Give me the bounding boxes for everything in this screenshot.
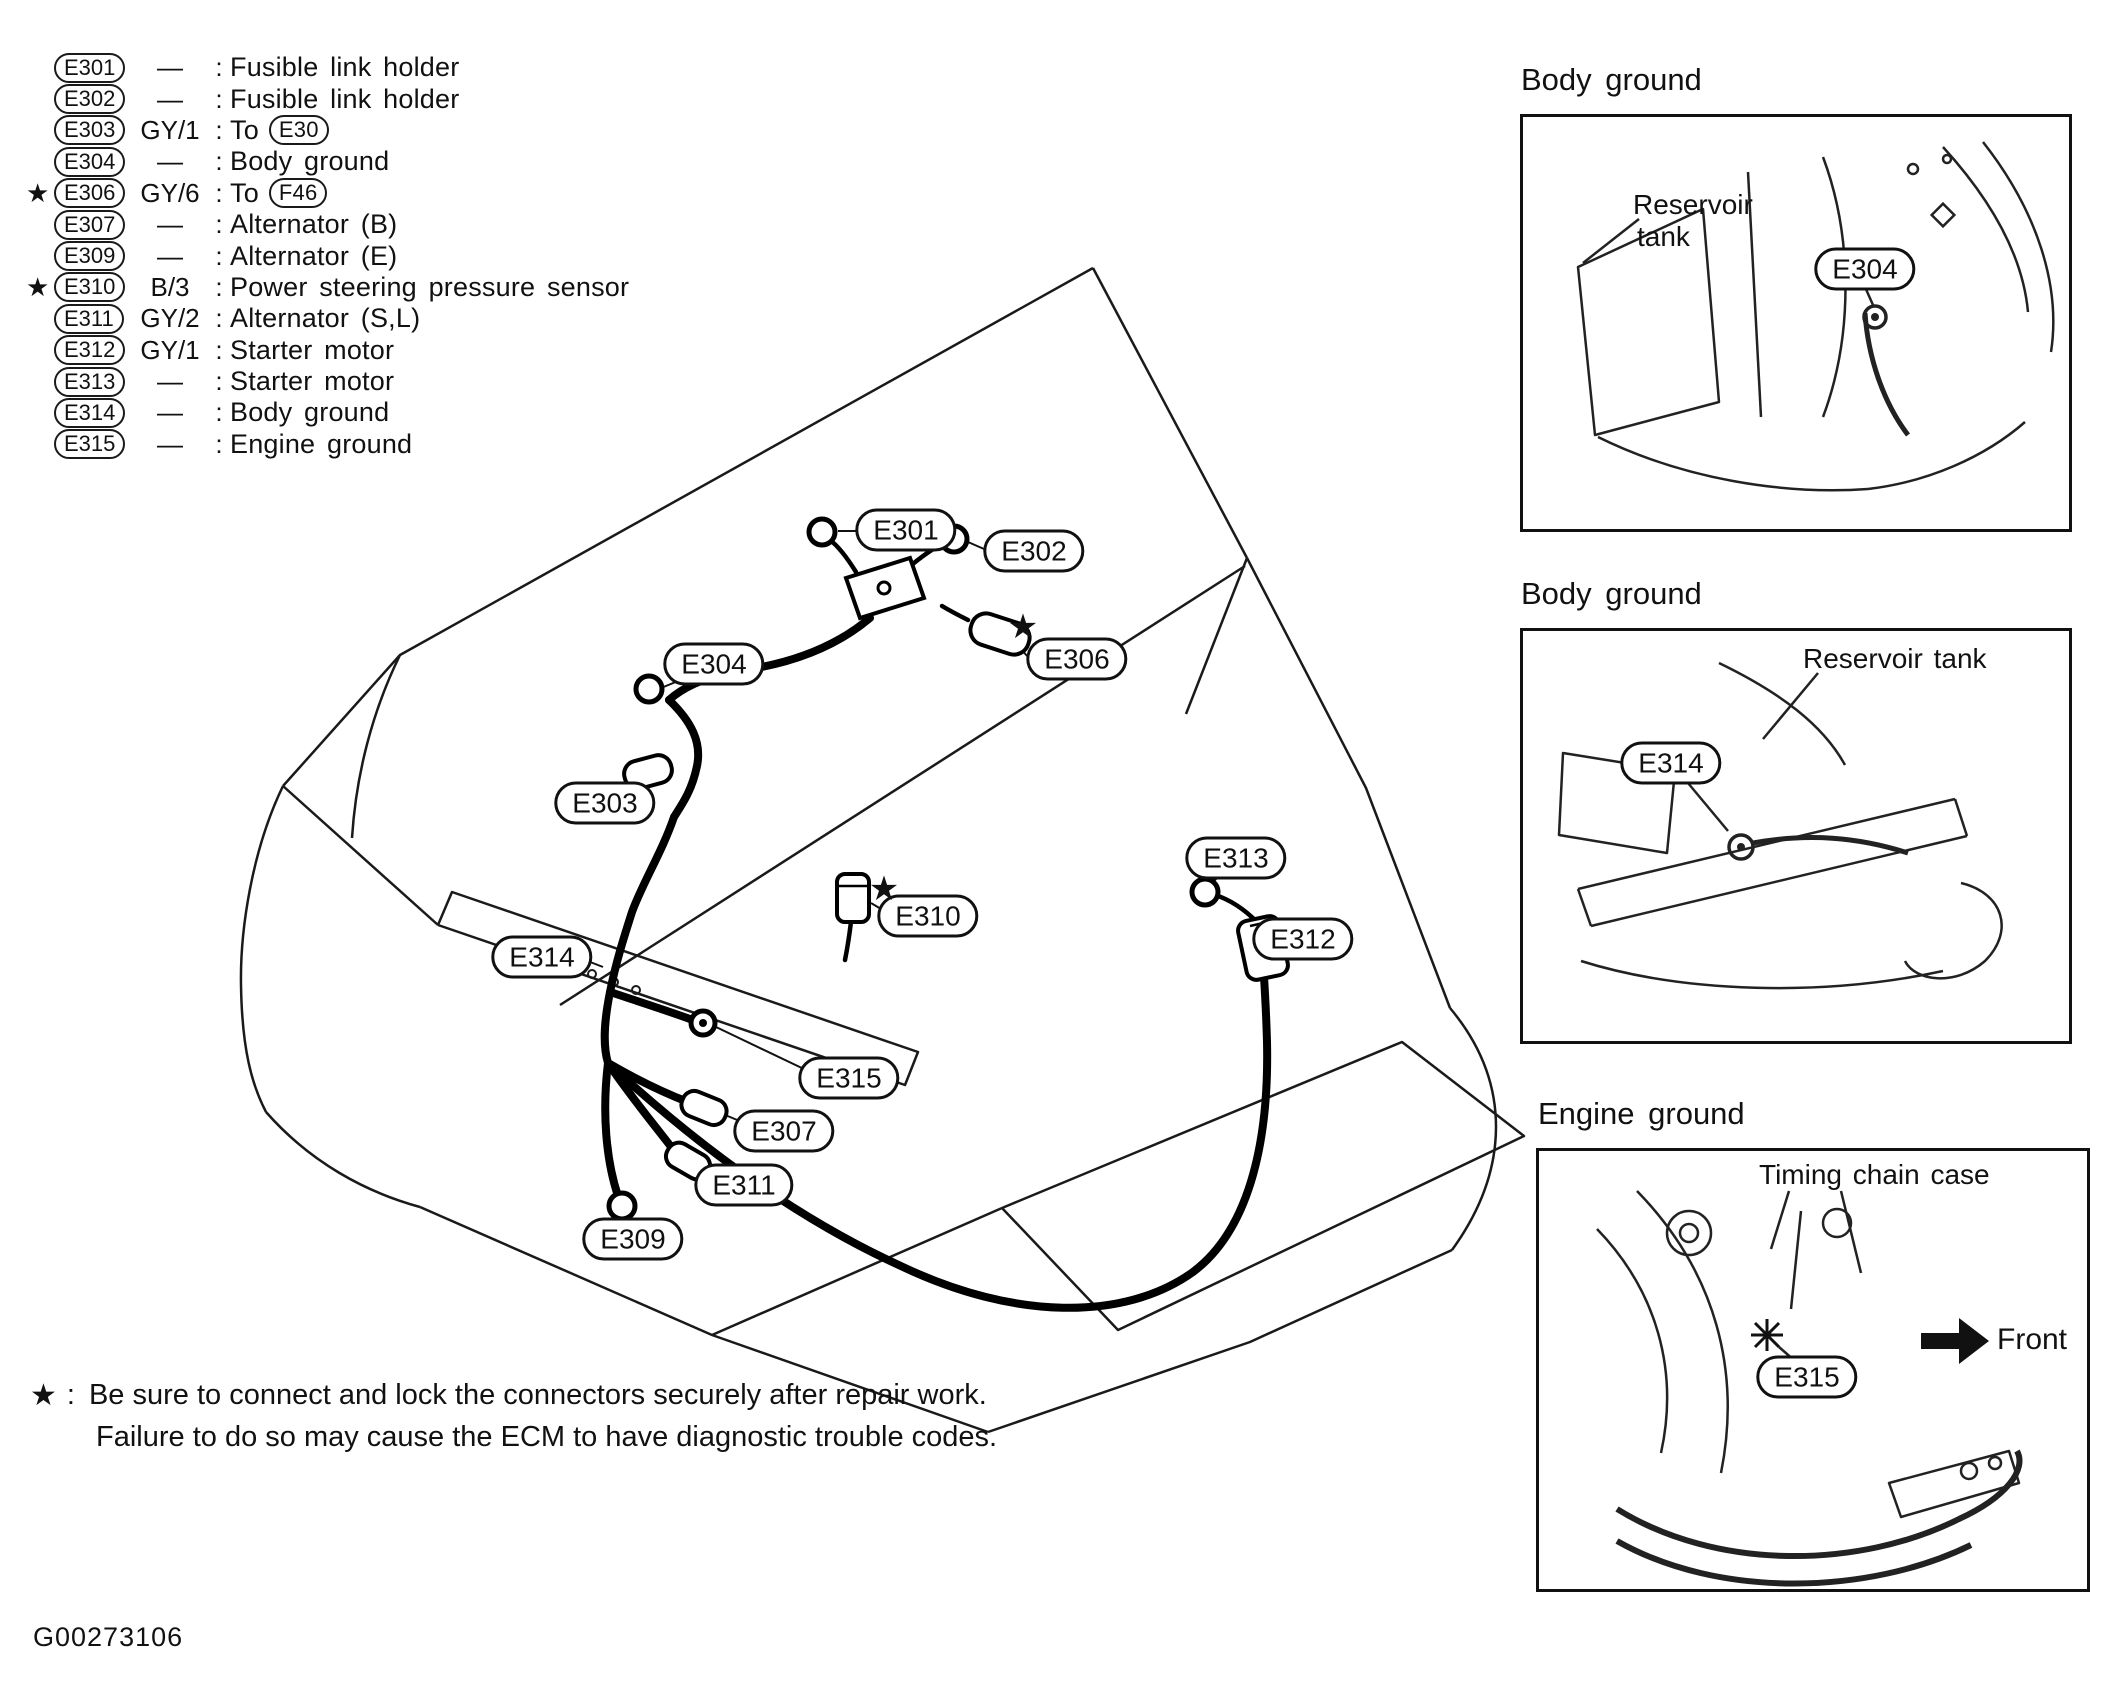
connector-code-pill: E309 bbox=[54, 241, 125, 271]
legend-row bbox=[26, 335, 629, 366]
wire-spec: — bbox=[157, 366, 183, 397]
wire-spec: — bbox=[157, 52, 183, 83]
legend-row bbox=[26, 272, 629, 303]
connector-code-pill: E314 bbox=[54, 398, 125, 428]
diagram-label-e303: E303 bbox=[554, 782, 655, 825]
legend-row bbox=[26, 178, 629, 209]
wire-spec: GY/1 bbox=[140, 334, 200, 365]
wire-spec: — bbox=[157, 240, 183, 271]
star-icon: ★ bbox=[26, 178, 50, 209]
connector-legend bbox=[26, 52, 629, 460]
connector-description: To E30 bbox=[230, 115, 629, 146]
connector-description: Body ground bbox=[230, 397, 390, 428]
legend-row bbox=[26, 52, 629, 83]
connector-description: Starter motor bbox=[230, 334, 395, 365]
legend-row bbox=[26, 397, 629, 428]
inset-title-body-ground-2: Body ground bbox=[1521, 576, 1702, 611]
callout-tank: tank bbox=[1637, 221, 1690, 252]
wire-spec: GY/1 bbox=[140, 114, 200, 145]
colon-separator: : bbox=[215, 397, 223, 428]
connector-code-pill: E303 bbox=[54, 115, 125, 145]
wire-spec: — bbox=[157, 397, 183, 428]
star-icon: ★ bbox=[868, 870, 900, 908]
wire-spec: GY/6 bbox=[140, 177, 200, 208]
diagram-label-e301: E301 bbox=[855, 509, 956, 552]
colon-separator: : bbox=[215, 177, 223, 208]
inset-engine-ground bbox=[1536, 1148, 2090, 1592]
colon-separator: : bbox=[215, 52, 223, 83]
front-arrow-icon bbox=[1921, 1318, 1989, 1364]
diagram-label-e307: E307 bbox=[733, 1110, 834, 1153]
diagram-label-e313: E313 bbox=[1185, 837, 1286, 880]
inset-body-ground-1 bbox=[1520, 114, 2072, 532]
connector-code-pill: E315 bbox=[54, 429, 125, 459]
wire-spec: — bbox=[157, 83, 183, 114]
star-icon: ★ bbox=[26, 272, 50, 303]
legend-row bbox=[26, 303, 629, 334]
footnote-line1-text: Be sure to connect and lock the connectors securely after repair work. bbox=[88, 1379, 987, 1411]
inset-title-engine-ground: Engine ground bbox=[1538, 1096, 1745, 1131]
colon-separator: : bbox=[215, 334, 223, 365]
reference-code-pill: E30 bbox=[269, 115, 329, 145]
callout-reservoir-tank: Reservoir tank bbox=[1803, 643, 1987, 674]
diagram-label-e312: E312 bbox=[1252, 918, 1353, 961]
star-icon: ★ bbox=[30, 1379, 57, 1412]
colon-separator: : bbox=[215, 366, 223, 397]
connector-description: Alternator (S,L) bbox=[230, 303, 421, 334]
connector-description: To F46 bbox=[230, 178, 629, 209]
diagram-label-e311: E311 bbox=[694, 1164, 793, 1207]
colon-separator: : bbox=[215, 303, 223, 334]
fusible-link-holder-art bbox=[846, 558, 924, 618]
connector-code-pill: E302 bbox=[54, 84, 125, 114]
footnote bbox=[30, 1378, 987, 1413]
connector-description: Alternator (B) bbox=[230, 209, 398, 240]
wire-spec: B/3 bbox=[150, 271, 190, 302]
connector-code-pill: E301 bbox=[54, 53, 125, 83]
wiring-harness bbox=[605, 618, 1267, 1308]
inset-title-body-ground-1: Body ground bbox=[1521, 62, 1702, 97]
connector-code-pill: E306 bbox=[54, 178, 125, 208]
connector-description: Starter motor bbox=[230, 366, 395, 397]
connector-description: Engine ground bbox=[230, 428, 413, 459]
diagram-label-e309: E309 bbox=[582, 1218, 683, 1261]
colon-separator: : bbox=[215, 114, 223, 145]
inset-art-body-ground-2 bbox=[1523, 631, 2069, 1041]
wire-spec: — bbox=[157, 428, 183, 459]
inset-label-e304: E304 bbox=[1814, 248, 1915, 291]
colon-separator: : bbox=[66, 1379, 75, 1411]
connector-description: Power steering pressure sensor bbox=[230, 271, 630, 302]
wire-spec: GY/2 bbox=[140, 303, 200, 334]
diagram-label-e304: E304 bbox=[663, 643, 764, 686]
diagram-label-e315: E315 bbox=[798, 1057, 899, 1100]
connector-description: Fusible link holder bbox=[230, 83, 460, 114]
connector-code-pill: E304 bbox=[54, 147, 125, 177]
callout-timing-chain-case: Timing chain case bbox=[1759, 1159, 1990, 1190]
connector-description: Body ground bbox=[230, 146, 390, 177]
colon-separator: : bbox=[215, 428, 223, 459]
diagram-label-e314: E314 bbox=[491, 936, 592, 979]
reference-code-pill: F46 bbox=[269, 178, 328, 208]
connector-description: Fusible link holder bbox=[230, 52, 460, 83]
connector-code-pill: E312 bbox=[54, 335, 125, 365]
colon-separator: : bbox=[215, 271, 223, 302]
footnote-line2-text: Failure to do so may cause the ECM to have diagnostic trouble codes. bbox=[96, 1421, 998, 1453]
connector-code-pill: E313 bbox=[54, 367, 125, 397]
legend-row bbox=[26, 209, 629, 240]
inset-label-e314: E314 bbox=[1620, 742, 1721, 785]
legend-row bbox=[26, 146, 629, 177]
star-icon: ★ bbox=[1007, 608, 1039, 646]
label-leader-lines bbox=[585, 531, 1221, 1222]
colon-separator: : bbox=[215, 209, 223, 240]
colon-separator: : bbox=[215, 146, 223, 177]
diagram-label-e306: E306 bbox=[1026, 638, 1127, 681]
figure-id: G00273106 bbox=[33, 1622, 184, 1652]
connector-code-pill: E310 bbox=[54, 272, 125, 302]
legend-row bbox=[26, 83, 629, 114]
ground-point-burst bbox=[1751, 1319, 1783, 1351]
colon-separator: : bbox=[215, 83, 223, 114]
callout-reservoir: Reservoir bbox=[1633, 189, 1753, 220]
connector-code-pill: E307 bbox=[54, 210, 125, 240]
legend-row bbox=[26, 115, 629, 146]
inset-art-body-ground-1 bbox=[1523, 117, 2069, 529]
inset-body-ground-2 bbox=[1520, 628, 2072, 1044]
legend-row bbox=[26, 366, 629, 397]
diagram-label-e302: E302 bbox=[983, 530, 1084, 573]
inset-label-e315: E315 bbox=[1756, 1356, 1857, 1399]
colon-separator: : bbox=[215, 240, 223, 271]
connector-code-pill: E311 bbox=[54, 304, 124, 334]
legend-row bbox=[26, 429, 629, 460]
front-direction-label: Front bbox=[1997, 1323, 2068, 1356]
wire-spec: — bbox=[157, 209, 183, 240]
wire-spec: — bbox=[157, 146, 183, 177]
diagram-label-e310: E310 bbox=[877, 895, 978, 938]
legend-row bbox=[26, 240, 629, 271]
connector-description: Alternator (E) bbox=[230, 240, 398, 271]
